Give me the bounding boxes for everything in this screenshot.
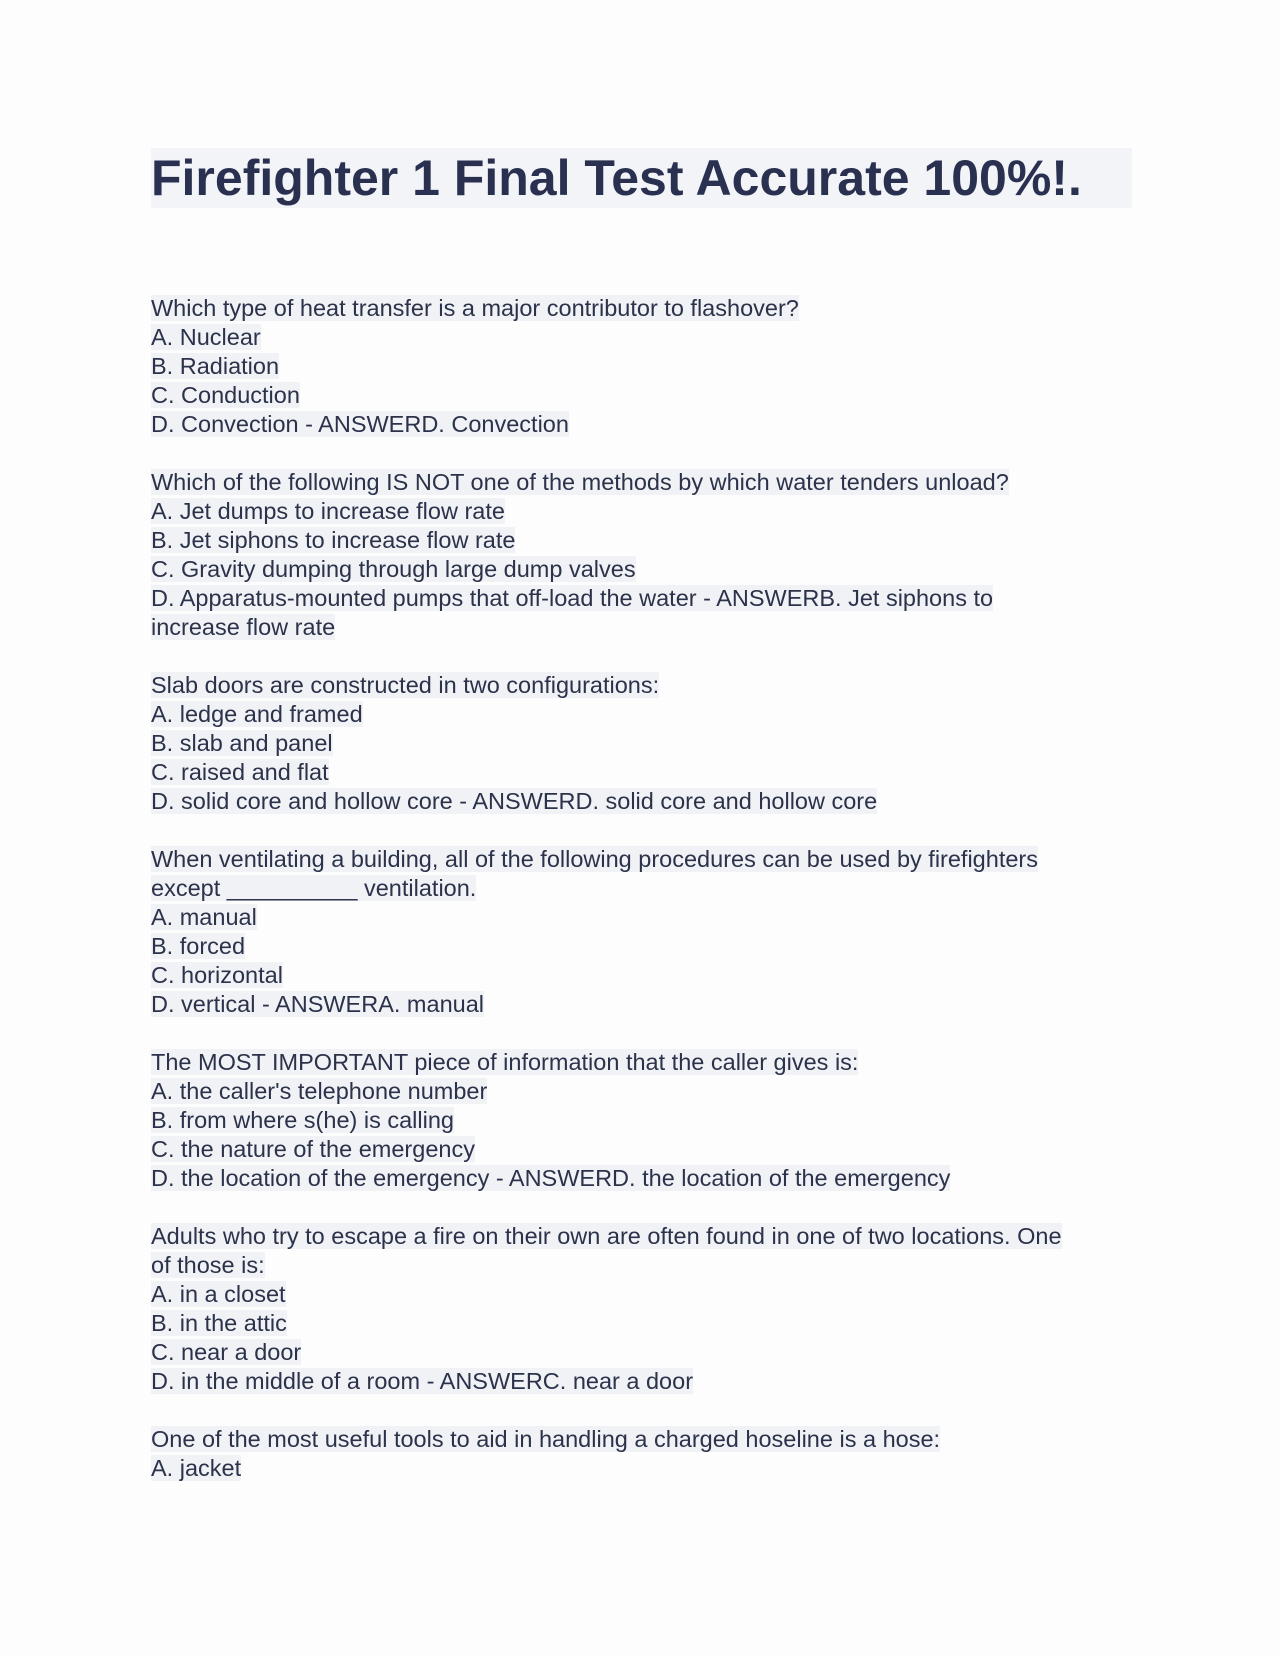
answer-option: B. from where s(he) is calling [151, 1107, 454, 1133]
answer-option: B. Jet siphons to increase flow rate [151, 527, 516, 553]
answer-option: D. solid core and hollow core - ANSWERD. solid core and hollow core [151, 788, 878, 814]
answer-option: A. Jet dumps to increase flow rate [151, 498, 505, 524]
answer-option: D. in the middle of a room - ANSWERC. near a door [151, 1368, 694, 1394]
answer-option: D. the location of the emergency - ANSWERD. the location of the emergency [151, 1165, 951, 1191]
question-text: The MOST IMPORTANT piece of information that the caller gives is: [151, 1049, 859, 1075]
question-text: of those is: [151, 1252, 265, 1278]
answer-option: D. Apparatus-mounted pumps that off-load the water - ANSWERB. Jet siphons to [151, 585, 994, 611]
question-block [151, 468, 1141, 642]
answer-option: C. the nature of the emergency [151, 1136, 475, 1162]
question-text: Slab doors are constructed in two configurations: [151, 672, 660, 698]
answer-option: A. the caller's telephone number [151, 1078, 488, 1104]
answer-option: B. slab and panel [151, 730, 333, 756]
answer-option: C. horizontal [151, 962, 283, 988]
answer-option: A. jacket [151, 1455, 242, 1481]
answer-option: C. near a door [151, 1339, 302, 1365]
question-text: Adults who try to escape a fire on their own are often found in one of two locations. One [151, 1223, 1062, 1249]
answer-option: B. in the attic [151, 1310, 287, 1336]
document-title: Firefighter 1 Final Test Accurate 100%!. [151, 148, 1132, 208]
question-text: Which type of heat transfer is a major contributor to flashover? [151, 295, 799, 321]
answer-option: C. Gravity dumping through large dump valves [151, 556, 636, 582]
answer-option: A. in a closet [151, 1281, 286, 1307]
question-text: When ventilating a building, all of the following procedures can be used by firefighters [151, 846, 1038, 872]
answer-option: A. ledge and framed [151, 701, 363, 727]
answer-option: C. raised and flat [151, 759, 329, 785]
question-text: except __________ ventilation. [151, 875, 477, 901]
question-text: One of the most useful tools to aid in handling a charged hoseline is a hose: [151, 1426, 941, 1452]
answer-option: increase flow rate [151, 614, 336, 640]
question-block [151, 845, 1141, 1019]
question-text: Which of the following IS NOT one of the methods by which water tenders unload? [151, 469, 1009, 495]
answer-option: B. forced [151, 933, 246, 959]
question-list [151, 294, 1141, 1512]
question-block [151, 1048, 1141, 1193]
answer-option: D. vertical - ANSWERA. manual [151, 991, 485, 1017]
answer-option: D. Convection - ANSWERD. Convection [151, 411, 569, 437]
question-block [151, 1425, 1141, 1483]
answer-option: A. manual [151, 904, 257, 930]
question-block [151, 1222, 1141, 1396]
answer-option: B. Radiation [151, 353, 280, 379]
question-block [151, 671, 1141, 816]
question-block [151, 294, 1141, 439]
answer-option: C. Conduction [151, 382, 300, 408]
answer-option: A. Nuclear [151, 324, 261, 350]
